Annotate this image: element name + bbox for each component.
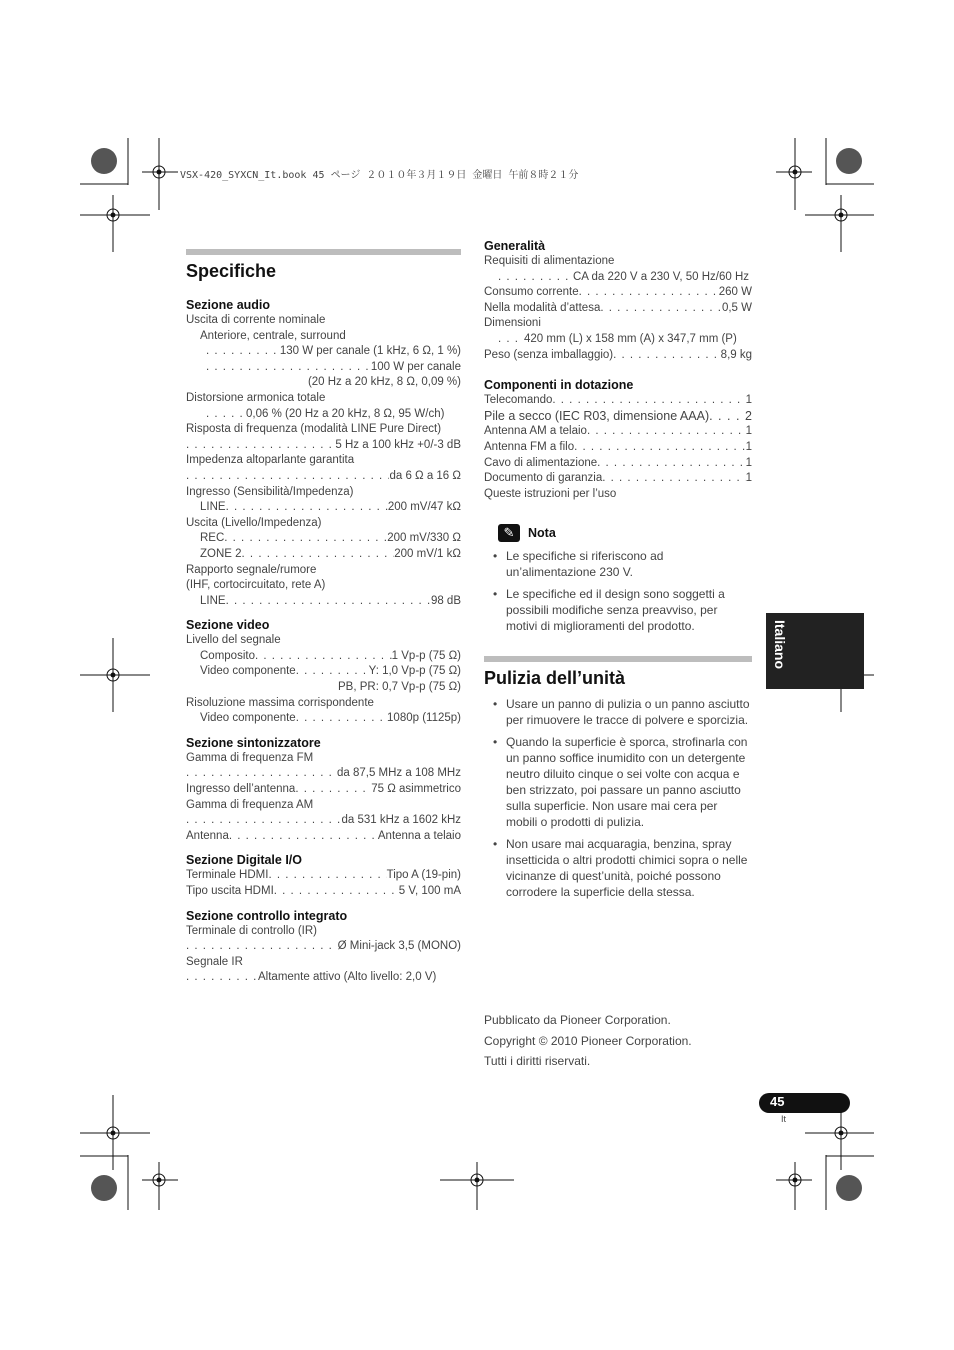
list-item: • Usare un panno di pulizia o un panno asciutto per rimuovere le tracce di polvere e sporcizia. — [506, 696, 752, 728]
spec-label: Peso (senza imballaggio) — [484, 348, 614, 361]
spec-row — [186, 594, 461, 610]
spec-value: 5 Hz a 100 kHz +0/-3 dB — [335, 438, 461, 451]
video-section — [186, 617, 461, 727]
components-section — [484, 377, 752, 502]
page-number: 45 — [770, 1094, 785, 1109]
spec-value: 200 mV/330 Ω — [387, 532, 461, 545]
spec-row — [186, 649, 461, 665]
spec-row — [186, 782, 461, 798]
spec-value: 1 — [745, 440, 752, 453]
cleaning-title: Pulizia dell’unità — [484, 668, 626, 689]
spec-row — [484, 424, 752, 440]
list-item: • Le specifiche si riferiscono ad un’alimentazione 230 V. — [506, 548, 752, 580]
spec-label: Antenna FM a filo — [484, 440, 575, 453]
spec-value: Antenna a telaio — [377, 829, 461, 842]
spec-label: Antenna — [186, 829, 229, 842]
spec-row — [186, 813, 461, 829]
spec-line: Terminale di controllo (IR) — [186, 924, 318, 937]
spec-row — [186, 884, 461, 900]
video-heading: Sezione video — [186, 618, 270, 633]
spec-row — [484, 301, 752, 317]
spec-value: Altamente attivo (Alto livello: 2,0 V) — [258, 971, 437, 984]
spec-row — [186, 469, 461, 485]
spec-label: LINE — [200, 594, 226, 607]
spec-line: Distorsione armonica totale — [186, 391, 326, 404]
spec-value: 1 — [745, 472, 752, 485]
spec-line: Segnale IR — [186, 955, 243, 968]
digital-io-section — [186, 852, 461, 899]
page-title: Specifiche — [186, 261, 277, 281]
spec-value: 1080p (1125p) — [387, 712, 461, 725]
spec-line: Rapporto segnale/rumore — [186, 563, 317, 576]
spec-line: Impedenza altoparlante garantita — [186, 454, 355, 467]
digital-io-heading: Sezione Digitale I/O — [186, 853, 302, 868]
spec-value: 8,9 kg — [720, 348, 752, 361]
spec-value: PB, PR: 0,7 Vp-p (75 Ω) — [337, 681, 461, 694]
publisher-info — [484, 1010, 692, 1072]
spec-row — [186, 531, 461, 547]
spec-label: REC — [200, 532, 225, 545]
spec-value: (20 Hz a 20 kHz, 8 Ω, 0,09 %) — [307, 376, 461, 389]
spec-row — [186, 711, 461, 727]
general-section — [484, 238, 752, 363]
spec-value: Tipo A (19-pin) — [386, 869, 461, 882]
spec-label: Antenna AM a telaio — [484, 425, 587, 438]
spec-value: 1 — [745, 456, 752, 469]
spec-line: Uscita di corrente nominale — [186, 314, 326, 326]
spec-line: Gamma di frequenza AM — [186, 798, 314, 811]
spec-value: da 6 Ω a 16 Ω — [389, 469, 461, 482]
spec-value: 1 Vp-p (75 Ω) — [391, 649, 461, 662]
spec-label: Video componente — [200, 712, 296, 725]
section-divider — [484, 656, 752, 662]
spec-label: Composito — [200, 649, 255, 662]
spec-row — [186, 829, 461, 845]
spec-label: Terminale HDMI — [186, 869, 269, 882]
spec-row — [186, 360, 461, 376]
spec-value: 75 Ω asimmetrico — [371, 783, 461, 796]
spec-value: 0,06 % (20 Hz a 20 kHz, 8 Ω, 95 W/ch) — [246, 407, 445, 420]
spec-row — [186, 438, 461, 454]
spec-line: Uscita (Livello/Impedenza) — [186, 516, 322, 529]
list-item: • Le specifiche ed il design sono soggetti a possibili modifiche senza preavviso, per motivi di miglioramenti del prodotto. — [506, 586, 752, 634]
rights-line: Tutti i diritti riservati. — [484, 1054, 591, 1068]
spec-value: Y: 1,0 Vp-p (75 Ω) — [368, 665, 461, 678]
spec-value: da 87,5 MHz a 108 MHz — [336, 767, 461, 780]
spec-line: Risposta di frequenza (modalità LINE Pure Direct) — [186, 423, 442, 436]
components-heading: Componenti in dotazione — [484, 378, 634, 393]
spec-value: da 531 kHz a 1602 kHz — [341, 814, 461, 827]
spec-line: Requisiti di alimentazione — [484, 255, 615, 267]
print-header: VSX-420_SYXCN_It.book 45 ページ ２０１０年３月１９日 金曜日 午前８時２１分 — [180, 170, 579, 181]
specifications-column — [186, 249, 461, 994]
spec-row — [186, 939, 461, 955]
spec-row — [186, 547, 461, 563]
tuner-section — [186, 735, 461, 845]
spec-row — [484, 440, 752, 456]
spec-label: Cavo di alimentazione — [484, 456, 598, 469]
spec-row — [186, 970, 461, 986]
spec-label: Tipo uscita HDMI — [186, 885, 274, 897]
spec-label: Pile a secco (IEC R03, dimensione AAA) — [484, 408, 710, 423]
audio-section — [186, 297, 461, 609]
copyright-line: Copyright © 2010 Pioneer Corporation. — [484, 1033, 692, 1048]
spec-line: Dimensioni — [484, 317, 541, 330]
spec-label: Documento di garanzia — [484, 472, 603, 485]
spec-label: Telecomando — [484, 394, 553, 407]
spec-row — [484, 285, 752, 301]
spec-label: Consumo corrente — [484, 286, 579, 299]
spec-row — [186, 868, 461, 884]
spec-value: 1 — [745, 425, 752, 438]
section-divider — [186, 249, 461, 255]
spec-line: Ingresso (Sensibilità/Impedenza) — [186, 485, 354, 498]
general-heading: Generalità — [484, 239, 546, 253]
spec-value: 130 W per canale (1 kHz, 6 Ω, 1 %) — [279, 345, 461, 358]
spec-row — [484, 348, 752, 364]
spec-row — [186, 500, 461, 516]
spec-value: 5 V, 100 mA — [398, 885, 461, 897]
control-section — [186, 908, 461, 986]
pencil-icon: ✎ — [498, 524, 520, 542]
spec-label: ZONE 2 — [200, 547, 242, 560]
spec-value: 200 mV/47 kΩ — [387, 501, 461, 514]
spec-row — [484, 456, 752, 472]
spec-row — [484, 332, 752, 348]
spec-value: 260 W — [718, 286, 752, 299]
spec-row — [186, 664, 461, 680]
spec-label: LINE — [200, 501, 226, 514]
spec-line: (IHF, cortocircuitato, rete A) — [186, 579, 326, 592]
audio-heading: Sezione audio — [186, 298, 271, 312]
publisher-line: Pubblicato da Pioneer Corporation. — [484, 1013, 671, 1027]
spec-line: Livello del segnale — [186, 634, 281, 647]
note-heading: Nota — [528, 526, 556, 541]
spec-value: 100 W per canale — [370, 360, 461, 373]
spec-value: 420 mm (L) x 158 mm (A) x 347,7 mm (P) — [524, 332, 737, 345]
spec-row — [186, 344, 461, 360]
spec-row — [484, 471, 752, 487]
control-heading: Sezione controllo integrato — [186, 908, 348, 923]
spec-line: Risoluzione massima corrispondente — [186, 696, 374, 709]
cleaning-list — [484, 696, 752, 900]
spec-value: 1 — [745, 394, 752, 407]
spec-line: Gamma di frequenza FM — [186, 751, 314, 764]
page-language-code: It — [781, 1114, 787, 1124]
spec-label: Ingresso dell’antenna — [186, 783, 296, 796]
spec-value: 2 — [745, 408, 752, 423]
note-list — [484, 548, 752, 634]
spec-value: 98 dB — [430, 594, 461, 607]
spec-value: Ø Mini-jack 3,5 (MONO) — [337, 940, 461, 953]
spec-line: Queste istruzioni per l’uso — [484, 487, 617, 500]
spec-row — [484, 409, 752, 425]
language-tab-label: Italiano — [772, 620, 788, 670]
spec-row — [484, 270, 752, 286]
spec-label: Nella modalità d’attesa — [484, 301, 601, 314]
spec-line: Anteriore, centrale, surround — [200, 329, 346, 342]
spec-label: Video componente — [200, 665, 296, 678]
spec-row — [186, 766, 461, 782]
right-column — [484, 238, 752, 906]
spec-row — [484, 393, 752, 409]
spec-value: CA da 220 V a 230 V, 50 Hz/60 Hz — [573, 270, 750, 283]
list-item: • Quando la superficie è sporca, strofinarla con un panno soffice inumidito con un detergente neutro diluito cinque o sei volte con acqua e ben strizzato, poi passare un panno asciutto sulla superficie. Non usare mai cera per mobili o prodotti di pulizia. — [506, 734, 752, 830]
spec-value: 0,5 W — [721, 301, 752, 314]
spec-value: 200 mV/1 kΩ — [394, 547, 461, 560]
tuner-heading: Sezione sintonizzatore — [186, 735, 321, 750]
note-header — [498, 524, 752, 542]
list-item: • Non usare mai acquaragia, benzina, spray insetticida o altri prodotti chimici sopra o nelle vicinanze di quest’unità, poiché possono corrodere la superficie della stessa. — [506, 836, 752, 900]
spec-row — [186, 407, 461, 423]
